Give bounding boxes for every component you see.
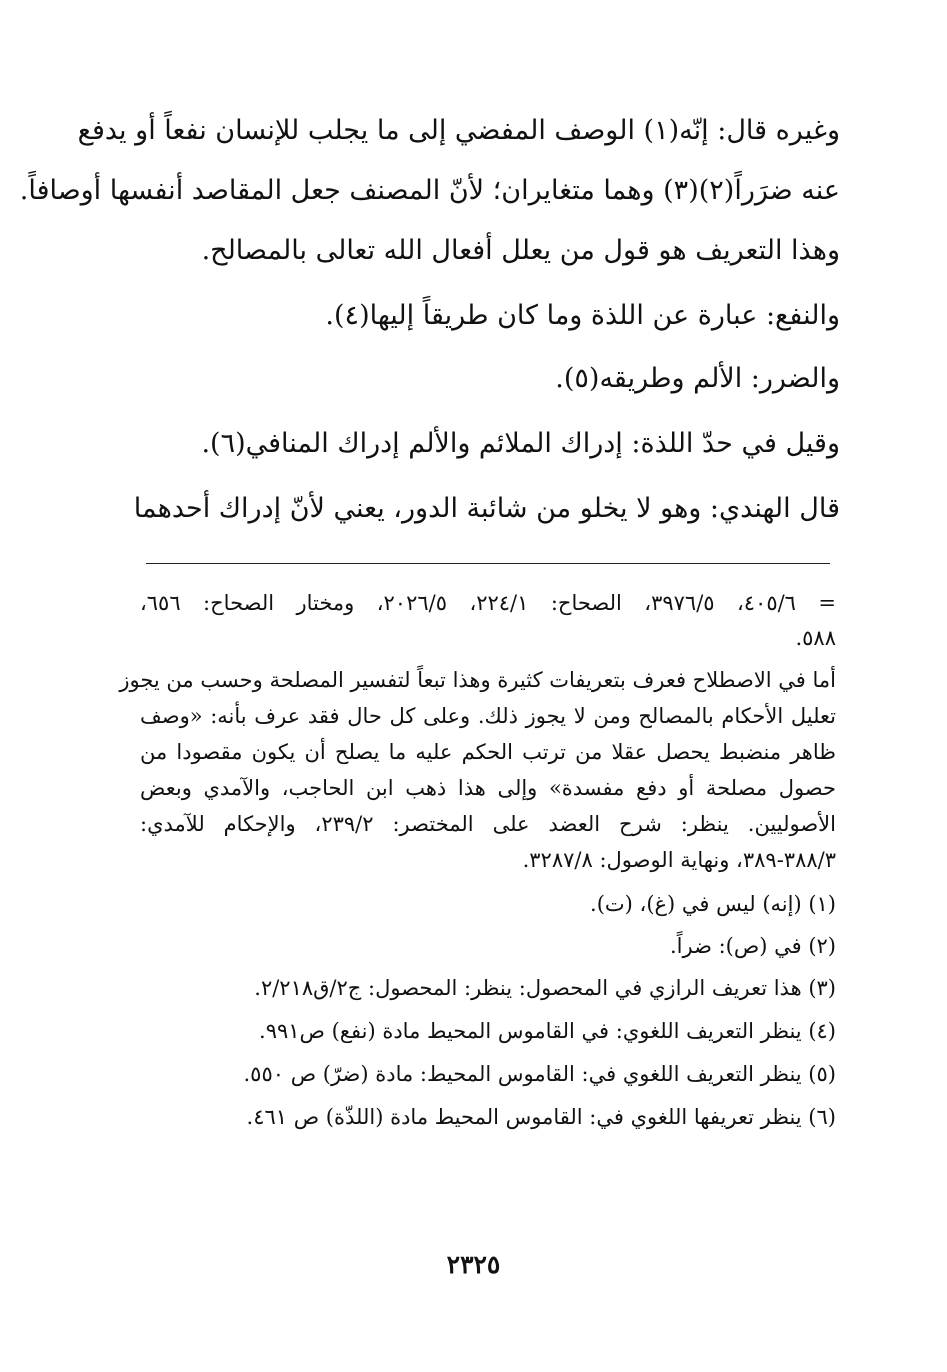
footnote-paragraph-line-6: ٣٨٨/٣-٣٨٩، ونهاية الوصول: ٣٢٨٧/٨. — [522, 848, 836, 872]
footnote-2: (٢) في (ص): ضراً. — [669, 934, 836, 958]
footnote-paragraph-line-1: أما في الاصطلاح فعرف بتعريفات كثيرة وهذا تبعاً لتفسير المصلحة وحسب من يجوز — [119, 668, 836, 692]
footnote-divider — [146, 563, 830, 564]
body-line-7: قال الهندي: وهو لا يخلو من شائبة الدور، يعني لأنّ إدراك أحدهما — [133, 493, 840, 524]
body-line-1: وغيره قال: إنّه(١) الوصف المفضي إلى ما يجلب للإنسان نفعاً أو يدفع — [77, 115, 840, 146]
footnote-3: (٣) هذا تعريف الرازي في المحصول: ينظر: المحصول: ج٢/ق٢/٢١٨. — [254, 976, 836, 1000]
body-line-6: وقيل في حدّ اللذة: إدراك الملائم والألم إدراك المنافي(٦). — [201, 428, 840, 459]
footnote-paragraph-line-4: حصول مصلحة أو دفع مفسدة» وإلى هذا ذهب ابن الحاجب، والآمدي وبعض — [140, 776, 836, 800]
footnote-paragraph-line-2: تعليل الأحكام بالمصالح ومن لا يجوز ذلك. وعلى كل حال فقد عرف بأنه: «وصف — [140, 704, 836, 728]
footnote-6: (٦) ينظر تعريفها اللغوي في: القاموس المحيط مادة (اللذّة) ص ٤٦١. — [246, 1105, 836, 1129]
footnote-continued-line-2: ٥٨٨. — [795, 626, 836, 650]
footnote-continued-line-1: = ٤٠٥/٦، ٣٩٧٦/٥، الصحاح: ٢٢٤/١، ٢٠٢٦/٥، ومختار الصحاح: ٦٥٦، — [140, 591, 836, 615]
footnote-5: (٥) ينظر التعريف اللغوي في: القاموس المحيط: مادة (ضرّ) ص ٥٥٠. — [243, 1062, 836, 1086]
footnote-4: (٤) ينظر التعريف اللغوي: في القاموس المحيط مادة (نفع) ص٩٩١. — [259, 1019, 836, 1043]
footnote-paragraph-line-3: ظاهر منضبط يحصل عقلا من ترتب الحكم عليه ما يصلح أن يكون مقصودا من — [140, 740, 836, 764]
footnote-paragraph-line-5: الأصوليين. ينظر: شرح العضد على المختصر: ٢٣٩/٢، والإحكام للآمدي: — [140, 812, 836, 836]
page-number: ٢٣٢٥ — [446, 1250, 501, 1279]
body-line-3: وهذا التعريف هو قول من يعلل أفعال الله تعالى بالمصالح. — [201, 235, 840, 266]
body-line-4: والنفع: عبارة عن اللذة وما كان طريقاً إليها(٤). — [325, 300, 840, 331]
body-line-5: والضرر: الألم وطريقه(٥). — [555, 363, 840, 394]
footnote-1: (١) (إنه) ليس في (غ)، (ت). — [590, 892, 836, 916]
body-line-2: عنه ضرَراً(٢)(٣) وهما متغايران؛ لأنّ المصنف جعل المقاصد أنفسها أوصافاً. — [19, 175, 840, 206]
